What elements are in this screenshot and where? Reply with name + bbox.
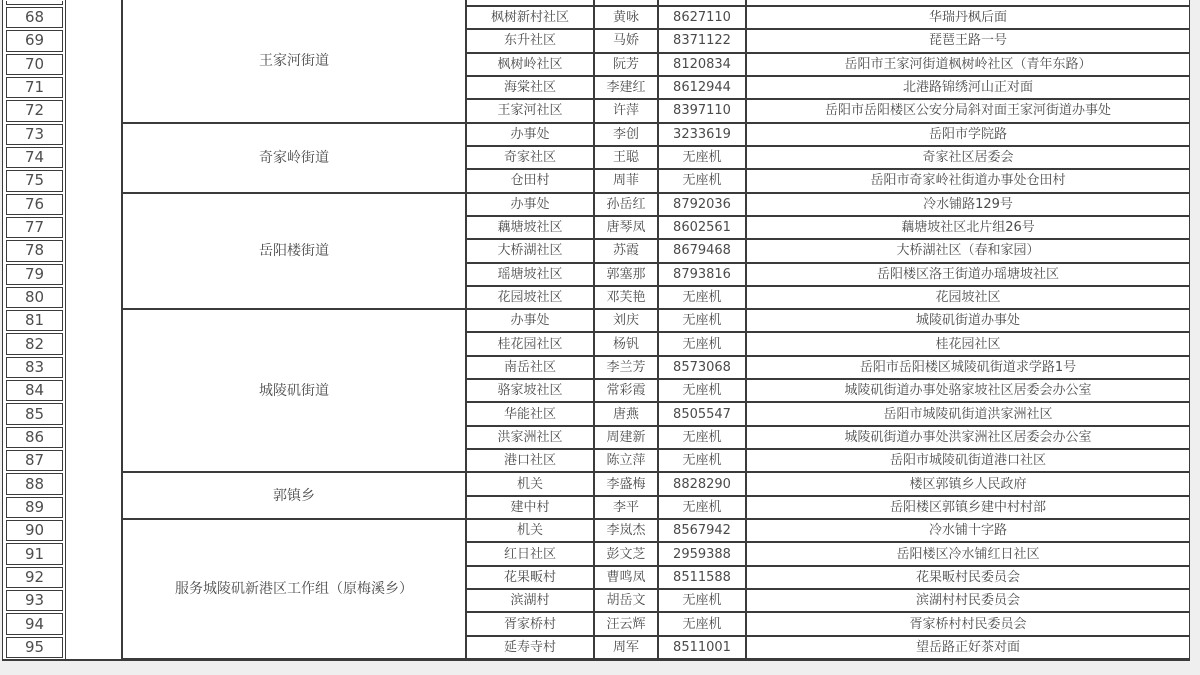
address-cell: 岳阳市学院路 (746, 123, 1190, 146)
community-cell: 洪家洲社区 (466, 426, 594, 449)
address-cell: 大桥湖社区（春和家园） (746, 239, 1190, 262)
street-group-cell: 奇家岭街道 (122, 123, 466, 193)
community-cell: 办事处 (466, 309, 594, 332)
address-cell: 岳阳市城陵矶街道港口社区 (746, 449, 1190, 472)
address-cell: 冷水铺路129号 (746, 193, 1190, 216)
row-number-cell: 92 (6, 567, 63, 588)
phone-cell: 8679468 (658, 239, 746, 262)
community-cell: 仓田村 (466, 169, 594, 192)
street-group-cell: 服务城陵矶新港区工作组（原梅溪乡） (122, 519, 466, 659)
community-cell: 桂花园社区 (466, 332, 594, 355)
contact-cell: 李建红 (594, 76, 658, 99)
phone-cell: 2959388 (658, 542, 746, 565)
row-number-cell: 86 (6, 427, 63, 448)
phone-cell: 8828290 (658, 472, 746, 495)
row-number-cell: 88 (6, 473, 63, 494)
community-cell: 奇家社区 (466, 146, 594, 169)
row-number-cell: 75 (6, 170, 63, 191)
community-cell: 藕塘坡社区 (466, 216, 594, 239)
address-cell: 滨湖村村民委员会 (746, 589, 1190, 612)
address-cell: 藕塘坡社区北片组26号 (746, 216, 1190, 239)
community-cell: 延寿寺村 (466, 636, 594, 659)
row-number-cell: 79 (6, 264, 63, 285)
contact-cell: 刘庆 (594, 309, 658, 332)
row-number-cell: 81 (6, 310, 63, 331)
address-cell: 岳阳市城陵矶街道洪家洲社区 (746, 402, 1190, 425)
contact-cell: 王聪 (594, 146, 658, 169)
community-cell: 花果畈村 (466, 566, 594, 589)
community-cell: 枫树新村社区 (466, 6, 594, 29)
contact-cell: 孙岳红 (594, 193, 658, 216)
phone-cell: 8792036 (658, 193, 746, 216)
street-group-cell: 郭镇乡 (122, 472, 466, 519)
street-group-cell: 王家河街道 (122, 0, 466, 123)
community-cell: 骆家坡社区 (466, 379, 594, 402)
row-number-cell: 85 (6, 403, 63, 424)
address-cell: 岳阳楼区郭镇乡建中村村部 (746, 496, 1190, 519)
row-number-cell: 73 (6, 124, 63, 145)
row-number-cell: 78 (6, 240, 63, 261)
address-cell: 岳阳市王家河街道枫树岭社区（青年东路） (746, 53, 1190, 76)
phone-cell: 无座机 (658, 146, 746, 169)
community-cell: 海棠社区 (466, 76, 594, 99)
address-cell: 华瑞丹枫后面 (746, 6, 1190, 29)
phone-cell: 3233619 (658, 123, 746, 146)
contact-cell: 马娇 (594, 29, 658, 52)
contact-cell: 苏霞 (594, 239, 658, 262)
phone-cell: 无座机 (658, 379, 746, 402)
address-cell: 楼区郭镇乡人民政府 (746, 472, 1190, 495)
contact-cell: 李兰芳 (594, 356, 658, 379)
address-cell: 桂花园社区 (746, 332, 1190, 355)
contact-cell: 郭塞那 (594, 263, 658, 286)
contact-cell: 彭文芝 (594, 542, 658, 565)
row-number-cell: 95 (6, 637, 63, 658)
community-cell: 港口社区 (466, 449, 594, 472)
row-number-cell: 69 (6, 30, 63, 51)
address-cell: 城陵矶街道办事处骆家坡社区居委会办公室 (746, 379, 1190, 402)
community-cell: 机关 (466, 519, 594, 542)
address-cell: 岳阳市岳阳楼区城陵矶街道求学路1号 (746, 356, 1190, 379)
address-cell: 琵琶王路一号 (746, 29, 1190, 52)
phone-cell: 无座机 (658, 332, 746, 355)
street-group-cell: 岳阳楼街道 (122, 193, 466, 310)
row-number-cell: 71 (6, 77, 63, 98)
community-cell: 建中村 (466, 496, 594, 519)
contact-cell: 李创 (594, 123, 658, 146)
address-cell: 冷水铺十字路 (746, 519, 1190, 542)
row-number-cell: 74 (6, 147, 63, 168)
phone-cell: 8567942 (658, 519, 746, 542)
contact-cell: 周菲 (594, 169, 658, 192)
community-cell: 南岳社区 (466, 356, 594, 379)
row-number-cell: 89 (6, 497, 63, 518)
community-cell: 瑶塘坡社区 (466, 263, 594, 286)
address-cell: 北港路锦绣河山正对面 (746, 76, 1190, 99)
phone-cell: 无座机 (658, 309, 746, 332)
contact-cell: 周军 (594, 636, 658, 659)
community-cell: 王家河社区 (466, 99, 594, 122)
phone-cell: 8511001 (658, 636, 746, 659)
phone-cell: 无座机 (658, 426, 746, 449)
contact-cell: 杨钒 (594, 332, 658, 355)
community-cell: 办事处 (466, 193, 594, 216)
community-cell: 机关 (466, 472, 594, 495)
contact-cell: 汪云辉 (594, 612, 658, 635)
phone-cell: 8793816 (658, 263, 746, 286)
community-cell: 大桥湖社区 (466, 239, 594, 262)
row-number-cell: 90 (6, 520, 63, 541)
address-cell: 胥家桥村村民委员会 (746, 612, 1190, 635)
contact-cell: 阮芳 (594, 53, 658, 76)
phone-cell: 无座机 (658, 449, 746, 472)
street-group-cell: 城陵矶街道 (122, 309, 466, 472)
phone-cell: 无座机 (658, 612, 746, 635)
contact-cell: 黄咏 (594, 6, 658, 29)
row-number-cell: 68 (6, 7, 63, 28)
row-number-cell: 76 (6, 194, 63, 215)
directory-table (2, 0, 1190, 661)
contact-cell: 李平 (594, 496, 658, 519)
community-cell: 红日社区 (466, 542, 594, 565)
phone-cell: 无座机 (658, 496, 746, 519)
address-cell: 奇家社区居委会 (746, 146, 1190, 169)
contact-cell: 曹鸣凤 (594, 566, 658, 589)
address-cell: 花果畈村民委员会 (746, 566, 1190, 589)
contact-cell: 周建新 (594, 426, 658, 449)
phone-cell: 8397110 (658, 99, 746, 122)
address-cell: 岳阳楼区洛王街道办瑶塘坡社区 (746, 263, 1190, 286)
address-cell: 花园坡社区 (746, 286, 1190, 309)
row-number-cell: 91 (6, 543, 63, 564)
address-cell: 城陵矶街道办事处 (746, 309, 1190, 332)
phone-cell: 8505547 (658, 402, 746, 425)
phone-cell: 8371122 (658, 29, 746, 52)
phone-cell: 无座机 (658, 286, 746, 309)
contact-cell: 邓芙艳 (594, 286, 658, 309)
empty-column (65, 0, 122, 659)
row-number-cell: 70 (6, 54, 63, 75)
contact-cell: 李盛梅 (594, 472, 658, 495)
community-cell: 东升社区 (466, 29, 594, 52)
row-number-cell: 94 (6, 613, 63, 634)
address-cell: 城陵矶街道办事处洪家洲社区居委会办公室 (746, 426, 1190, 449)
row-number-cell: 87 (6, 450, 63, 471)
row-number-cell: 84 (6, 380, 63, 401)
phone-cell: 无座机 (658, 589, 746, 612)
row-number-cell: 80 (6, 287, 63, 308)
community-cell: 滨湖村 (466, 589, 594, 612)
row-number-cell: 93 (6, 590, 63, 611)
phone-cell: 8612944 (658, 76, 746, 99)
community-cell: 花园坡社区 (466, 286, 594, 309)
contact-cell: 许萍 (594, 99, 658, 122)
contact-cell: 胡岳文 (594, 589, 658, 612)
address-cell: 岳阳楼区冷水铺红日社区 (746, 542, 1190, 565)
row-number-cell: 77 (6, 217, 63, 238)
community-cell: 枫树岭社区 (466, 53, 594, 76)
community-cell: 华能社区 (466, 402, 594, 425)
phone-cell: 8511588 (658, 566, 746, 589)
contact-cell: 唐燕 (594, 402, 658, 425)
address-cell: 岳阳市岳阳楼区公安分局斜对面王家河街道办事处 (746, 99, 1190, 122)
contact-cell: 李岚杰 (594, 519, 658, 542)
phone-cell: 无座机 (658, 169, 746, 192)
address-cell: 岳阳市奇家岭社街道办事处仓田村 (746, 169, 1190, 192)
phone-cell: 8120834 (658, 53, 746, 76)
community-cell: 办事处 (466, 123, 594, 146)
row-number-cell: 82 (6, 333, 63, 354)
address-cell: 望岳路正好茶对面 (746, 636, 1190, 659)
phone-cell: 8627110 (658, 6, 746, 29)
row-number-cell: 83 (6, 357, 63, 378)
phone-cell: 8573068 (658, 356, 746, 379)
row-number-cell-partial (6, 1, 63, 5)
contact-cell: 陈立萍 (594, 449, 658, 472)
contact-cell: 唐琴凤 (594, 216, 658, 239)
community-cell: 胥家桥村 (466, 612, 594, 635)
contact-cell: 常彩霞 (594, 379, 658, 402)
row-number-cell: 72 (6, 100, 63, 121)
phone-cell: 8602561 (658, 216, 746, 239)
